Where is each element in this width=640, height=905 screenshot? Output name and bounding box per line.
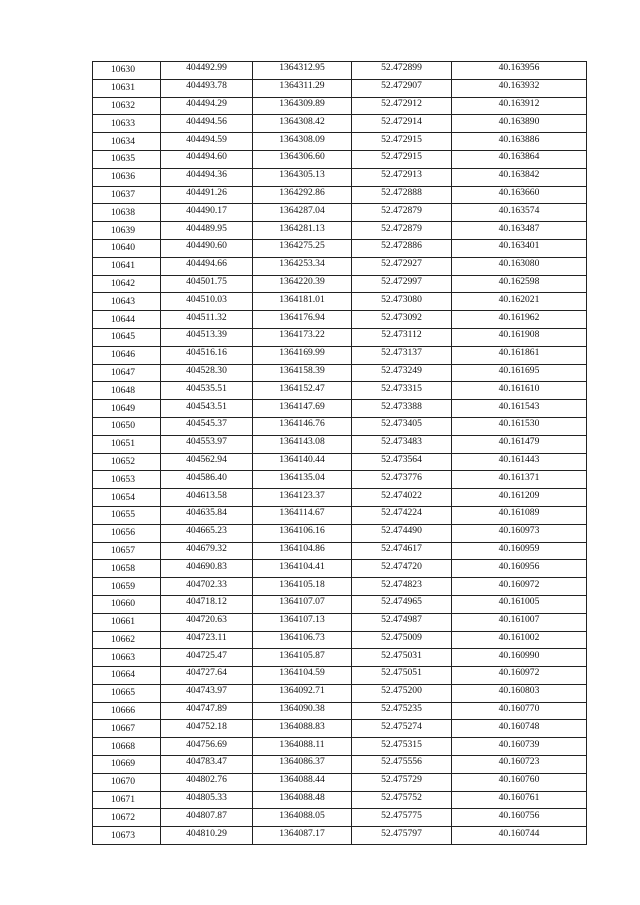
point-id-cell: 10668: [93, 738, 161, 756]
point-id-cell: 10659: [93, 578, 161, 596]
latitude-cell: 52.474022: [352, 489, 452, 507]
table-row: [93, 578, 587, 596]
longitude-cell: 40.161543: [452, 400, 587, 418]
y-coordinate-cell: 1364158.39: [253, 364, 352, 382]
longitude-cell: 40.163660: [452, 186, 587, 204]
y-coordinate-cell: 1364143.08: [253, 435, 352, 453]
latitude-cell: 52.475556: [352, 756, 452, 774]
latitude-cell: 52.473249: [352, 364, 452, 382]
table-row: [93, 346, 587, 364]
point-id-cell: 10662: [93, 631, 161, 649]
longitude-cell: 40.163912: [452, 97, 587, 115]
y-coordinate-cell: 1364107.13: [253, 613, 352, 631]
latitude-cell: 52.475200: [352, 684, 452, 702]
latitude-cell: 52.475009: [352, 631, 452, 649]
x-coordinate-cell: 404783.47: [161, 756, 253, 774]
longitude-cell: 40.163574: [452, 204, 587, 222]
y-coordinate-cell: 1364220.39: [253, 275, 352, 293]
x-coordinate-cell: 404494.36: [161, 168, 253, 186]
y-coordinate-cell: 1364088.48: [253, 791, 352, 809]
point-id-cell: 10665: [93, 684, 161, 702]
x-coordinate-cell: 404720.63: [161, 613, 253, 631]
x-coordinate-cell: 404586.40: [161, 471, 253, 489]
longitude-cell: 40.163401: [452, 239, 587, 257]
table-row: [93, 311, 587, 329]
longitude-cell: 40.163487: [452, 222, 587, 240]
x-coordinate-cell: 404494.66: [161, 257, 253, 275]
point-id-cell: 10634: [93, 133, 161, 151]
latitude-cell: 52.474490: [352, 524, 452, 542]
y-coordinate-cell: 1364169.99: [253, 346, 352, 364]
y-coordinate-cell: 1364088.11: [253, 738, 352, 756]
table-row: [93, 150, 587, 168]
latitude-cell: 52.472915: [352, 133, 452, 151]
table-row: [93, 257, 587, 275]
point-id-cell: 10648: [93, 382, 161, 400]
point-id-cell: 10672: [93, 809, 161, 827]
table-row: [93, 471, 587, 489]
latitude-cell: 52.474617: [352, 542, 452, 560]
point-id-cell: 10631: [93, 79, 161, 97]
point-id-cell: 10641: [93, 257, 161, 275]
x-coordinate-cell: 404635.84: [161, 506, 253, 524]
table-row: [93, 97, 587, 115]
point-id-cell: 10646: [93, 346, 161, 364]
longitude-cell: 40.163890: [452, 115, 587, 133]
longitude-cell: 40.160956: [452, 560, 587, 578]
table-row: [93, 613, 587, 631]
y-coordinate-cell: 1364114.67: [253, 506, 352, 524]
longitude-cell: 40.161089: [452, 506, 587, 524]
y-coordinate-cell: 1364146.76: [253, 417, 352, 435]
table-row: [93, 417, 587, 435]
latitude-cell: 52.473388: [352, 400, 452, 418]
table-row: [93, 435, 587, 453]
x-coordinate-cell: 404543.51: [161, 400, 253, 418]
coordinates-table-body: [93, 62, 587, 845]
y-coordinate-cell: 1364312.95: [253, 62, 352, 80]
latitude-cell: 52.475274: [352, 720, 452, 738]
longitude-cell: 40.160973: [452, 524, 587, 542]
y-coordinate-cell: 1364088.44: [253, 773, 352, 791]
y-coordinate-cell: 1364308.09: [253, 133, 352, 151]
point-id-cell: 10635: [93, 150, 161, 168]
longitude-cell: 40.160756: [452, 809, 587, 827]
x-coordinate-cell: 404562.94: [161, 453, 253, 471]
point-id-cell: 10647: [93, 364, 161, 382]
latitude-cell: 52.473564: [352, 453, 452, 471]
point-id-cell: 10654: [93, 489, 161, 507]
table-row: [93, 382, 587, 400]
table-row: [93, 631, 587, 649]
latitude-cell: 52.472912: [352, 97, 452, 115]
latitude-cell: 52.473137: [352, 346, 452, 364]
longitude-cell: 40.160770: [452, 702, 587, 720]
point-id-cell: 10663: [93, 649, 161, 667]
y-coordinate-cell: 1364123.37: [253, 489, 352, 507]
x-coordinate-cell: 404802.76: [161, 773, 253, 791]
latitude-cell: 52.473092: [352, 311, 452, 329]
table-row: [93, 791, 587, 809]
latitude-cell: 52.472907: [352, 79, 452, 97]
point-id-cell: 10630: [93, 62, 161, 80]
longitude-cell: 40.161861: [452, 346, 587, 364]
y-coordinate-cell: 1364086.37: [253, 756, 352, 774]
longitude-cell: 40.161908: [452, 328, 587, 346]
latitude-cell: 52.475031: [352, 649, 452, 667]
longitude-cell: 40.161695: [452, 364, 587, 382]
table-row: [93, 756, 587, 774]
longitude-cell: 40.163842: [452, 168, 587, 186]
table-row: [93, 560, 587, 578]
x-coordinate-cell: 404494.60: [161, 150, 253, 168]
point-id-cell: 10642: [93, 275, 161, 293]
y-coordinate-cell: 1364106.16: [253, 524, 352, 542]
latitude-cell: 52.473080: [352, 293, 452, 311]
point-id-cell: 10658: [93, 560, 161, 578]
longitude-cell: 40.160803: [452, 684, 587, 702]
table-row: [93, 239, 587, 257]
table-row: [93, 133, 587, 151]
point-id-cell: 10655: [93, 506, 161, 524]
latitude-cell: 52.474823: [352, 578, 452, 596]
y-coordinate-cell: 1364181.01: [253, 293, 352, 311]
latitude-cell: 52.472997: [352, 275, 452, 293]
latitude-cell: 52.472913: [352, 168, 452, 186]
longitude-cell: 40.161007: [452, 613, 587, 631]
latitude-cell: 52.472927: [352, 257, 452, 275]
point-id-cell: 10667: [93, 720, 161, 738]
longitude-cell: 40.160723: [452, 756, 587, 774]
y-coordinate-cell: 1364147.69: [253, 400, 352, 418]
point-id-cell: 10650: [93, 417, 161, 435]
longitude-cell: 40.162021: [452, 293, 587, 311]
y-coordinate-cell: 1364090.38: [253, 702, 352, 720]
table-row: [93, 62, 587, 80]
point-id-cell: 10669: [93, 756, 161, 774]
table-row: [93, 400, 587, 418]
latitude-cell: 52.473112: [352, 328, 452, 346]
y-coordinate-cell: 1364152.47: [253, 382, 352, 400]
y-coordinate-cell: 1364088.05: [253, 809, 352, 827]
y-coordinate-cell: 1364253.34: [253, 257, 352, 275]
longitude-cell: 40.160990: [452, 649, 587, 667]
x-coordinate-cell: 404810.29: [161, 827, 253, 845]
table-row: [93, 809, 587, 827]
latitude-cell: 52.472879: [352, 222, 452, 240]
y-coordinate-cell: 1364104.86: [253, 542, 352, 560]
x-coordinate-cell: 404545.37: [161, 417, 253, 435]
y-coordinate-cell: 1364135.04: [253, 471, 352, 489]
x-coordinate-cell: 404727.64: [161, 667, 253, 685]
x-coordinate-cell: 404516.16: [161, 346, 253, 364]
point-id-cell: 10644: [93, 311, 161, 329]
table-row: [93, 773, 587, 791]
latitude-cell: 52.475315: [352, 738, 452, 756]
longitude-cell: 40.160744: [452, 827, 587, 845]
latitude-cell: 52.475051: [352, 667, 452, 685]
longitude-cell: 40.160748: [452, 720, 587, 738]
longitude-cell: 40.161002: [452, 631, 587, 649]
x-coordinate-cell: 404535.51: [161, 382, 253, 400]
point-id-cell: 10661: [93, 613, 161, 631]
y-coordinate-cell: 1364105.18: [253, 578, 352, 596]
longitude-cell: 40.160760: [452, 773, 587, 791]
point-id-cell: 10666: [93, 702, 161, 720]
y-coordinate-cell: 1364292.86: [253, 186, 352, 204]
point-id-cell: 10649: [93, 400, 161, 418]
table-row: [93, 595, 587, 613]
y-coordinate-cell: 1364173.22: [253, 328, 352, 346]
x-coordinate-cell: 404718.12: [161, 595, 253, 613]
point-id-cell: 10640: [93, 239, 161, 257]
x-coordinate-cell: 404702.33: [161, 578, 253, 596]
latitude-cell: 52.472888: [352, 186, 452, 204]
table-row: [93, 453, 587, 471]
longitude-cell: 40.161443: [452, 453, 587, 471]
x-coordinate-cell: 404553.97: [161, 435, 253, 453]
latitude-cell: 52.475752: [352, 791, 452, 809]
latitude-cell: 52.473405: [352, 417, 452, 435]
table-row: [93, 328, 587, 346]
x-coordinate-cell: 404805.33: [161, 791, 253, 809]
x-coordinate-cell: 404725.47: [161, 649, 253, 667]
point-id-cell: 10673: [93, 827, 161, 845]
point-id-cell: 10651: [93, 435, 161, 453]
y-coordinate-cell: 1364106.73: [253, 631, 352, 649]
longitude-cell: 40.161005: [452, 595, 587, 613]
point-id-cell: 10632: [93, 97, 161, 115]
table-row: [93, 115, 587, 133]
y-coordinate-cell: 1364308.42: [253, 115, 352, 133]
latitude-cell: 52.474224: [352, 506, 452, 524]
y-coordinate-cell: 1364092.71: [253, 684, 352, 702]
longitude-cell: 40.160972: [452, 578, 587, 596]
table-row: [93, 275, 587, 293]
latitude-cell: 52.474720: [352, 560, 452, 578]
point-id-cell: 10643: [93, 293, 161, 311]
table-row: [93, 364, 587, 382]
longitude-cell: 40.160959: [452, 542, 587, 560]
point-id-cell: 10633: [93, 115, 161, 133]
x-coordinate-cell: 404511.32: [161, 311, 253, 329]
longitude-cell: 40.161530: [452, 417, 587, 435]
y-coordinate-cell: 1364309.89: [253, 97, 352, 115]
point-id-cell: 10671: [93, 791, 161, 809]
y-coordinate-cell: 1364140.44: [253, 453, 352, 471]
point-id-cell: 10653: [93, 471, 161, 489]
table-row: [93, 542, 587, 560]
x-coordinate-cell: 404494.59: [161, 133, 253, 151]
y-coordinate-cell: 1364281.13: [253, 222, 352, 240]
table-row: [93, 649, 587, 667]
table-row: [93, 168, 587, 186]
latitude-cell: 52.473776: [352, 471, 452, 489]
longitude-cell: 40.162598: [452, 275, 587, 293]
point-id-cell: 10645: [93, 328, 161, 346]
latitude-cell: 52.474965: [352, 595, 452, 613]
latitude-cell: 52.474987: [352, 613, 452, 631]
table-row: [93, 489, 587, 507]
point-id-cell: 10660: [93, 595, 161, 613]
x-coordinate-cell: 404492.99: [161, 62, 253, 80]
x-coordinate-cell: 404807.87: [161, 809, 253, 827]
x-coordinate-cell: 404489.95: [161, 222, 253, 240]
longitude-cell: 40.160972: [452, 667, 587, 685]
coordinates-table: [92, 61, 587, 845]
latitude-cell: 52.472886: [352, 239, 452, 257]
longitude-cell: 40.161610: [452, 382, 587, 400]
point-id-cell: 10657: [93, 542, 161, 560]
table-row: [93, 738, 587, 756]
y-coordinate-cell: 1364104.41: [253, 560, 352, 578]
longitude-cell: 40.163864: [452, 150, 587, 168]
latitude-cell: 52.475729: [352, 773, 452, 791]
x-coordinate-cell: 404665.23: [161, 524, 253, 542]
x-coordinate-cell: 404756.69: [161, 738, 253, 756]
longitude-cell: 40.163932: [452, 79, 587, 97]
table-row: [93, 506, 587, 524]
point-id-cell: 10636: [93, 168, 161, 186]
longitude-cell: 40.163080: [452, 257, 587, 275]
latitude-cell: 52.473315: [352, 382, 452, 400]
point-id-cell: 10639: [93, 222, 161, 240]
longitude-cell: 40.161479: [452, 435, 587, 453]
table-row: [93, 524, 587, 542]
y-coordinate-cell: 1364306.60: [253, 150, 352, 168]
table-row: [93, 204, 587, 222]
y-coordinate-cell: 1364104.59: [253, 667, 352, 685]
y-coordinate-cell: 1364107.07: [253, 595, 352, 613]
x-coordinate-cell: 404528.30: [161, 364, 253, 382]
latitude-cell: 52.472914: [352, 115, 452, 133]
longitude-cell: 40.161209: [452, 489, 587, 507]
latitude-cell: 52.475797: [352, 827, 452, 845]
table-row: [93, 684, 587, 702]
latitude-cell: 52.475775: [352, 809, 452, 827]
longitude-cell: 40.161962: [452, 311, 587, 329]
table-row: [93, 222, 587, 240]
x-coordinate-cell: 404494.29: [161, 97, 253, 115]
y-coordinate-cell: 1364088.83: [253, 720, 352, 738]
table-row: [93, 827, 587, 845]
x-coordinate-cell: 404743.97: [161, 684, 253, 702]
x-coordinate-cell: 404494.56: [161, 115, 253, 133]
point-id-cell: 10664: [93, 667, 161, 685]
table-row: [93, 186, 587, 204]
table-row: [93, 79, 587, 97]
x-coordinate-cell: 404491.26: [161, 186, 253, 204]
latitude-cell: 52.472879: [352, 204, 452, 222]
point-id-cell: 10652: [93, 453, 161, 471]
point-id-cell: 10670: [93, 773, 161, 791]
x-coordinate-cell: 404493.78: [161, 79, 253, 97]
point-id-cell: 10638: [93, 204, 161, 222]
y-coordinate-cell: 1364305.13: [253, 168, 352, 186]
x-coordinate-cell: 404723.11: [161, 631, 253, 649]
latitude-cell: 52.475235: [352, 702, 452, 720]
y-coordinate-cell: 1364287.04: [253, 204, 352, 222]
x-coordinate-cell: 404752.18: [161, 720, 253, 738]
x-coordinate-cell: 404747.89: [161, 702, 253, 720]
latitude-cell: 52.472915: [352, 150, 452, 168]
x-coordinate-cell: 404690.83: [161, 560, 253, 578]
x-coordinate-cell: 404679.32: [161, 542, 253, 560]
x-coordinate-cell: 404501.75: [161, 275, 253, 293]
longitude-cell: 40.163886: [452, 133, 587, 151]
table-row: [93, 293, 587, 311]
y-coordinate-cell: 1364311.29: [253, 79, 352, 97]
x-coordinate-cell: 404490.17: [161, 204, 253, 222]
y-coordinate-cell: 1364105.87: [253, 649, 352, 667]
table-row: [93, 667, 587, 685]
x-coordinate-cell: 404490.60: [161, 239, 253, 257]
longitude-cell: 40.160739: [452, 738, 587, 756]
longitude-cell: 40.160761: [452, 791, 587, 809]
latitude-cell: 52.472899: [352, 62, 452, 80]
longitude-cell: 40.163956: [452, 62, 587, 80]
x-coordinate-cell: 404510.03: [161, 293, 253, 311]
table-row: [93, 702, 587, 720]
longitude-cell: 40.161371: [452, 471, 587, 489]
latitude-cell: 52.473483: [352, 435, 452, 453]
point-id-cell: 10656: [93, 524, 161, 542]
y-coordinate-cell: 1364087.17: [253, 827, 352, 845]
y-coordinate-cell: 1364176.94: [253, 311, 352, 329]
table-row: [93, 720, 587, 738]
y-coordinate-cell: 1364275.25: [253, 239, 352, 257]
x-coordinate-cell: 404613.58: [161, 489, 253, 507]
point-id-cell: 10637: [93, 186, 161, 204]
x-coordinate-cell: 404513.39: [161, 328, 253, 346]
